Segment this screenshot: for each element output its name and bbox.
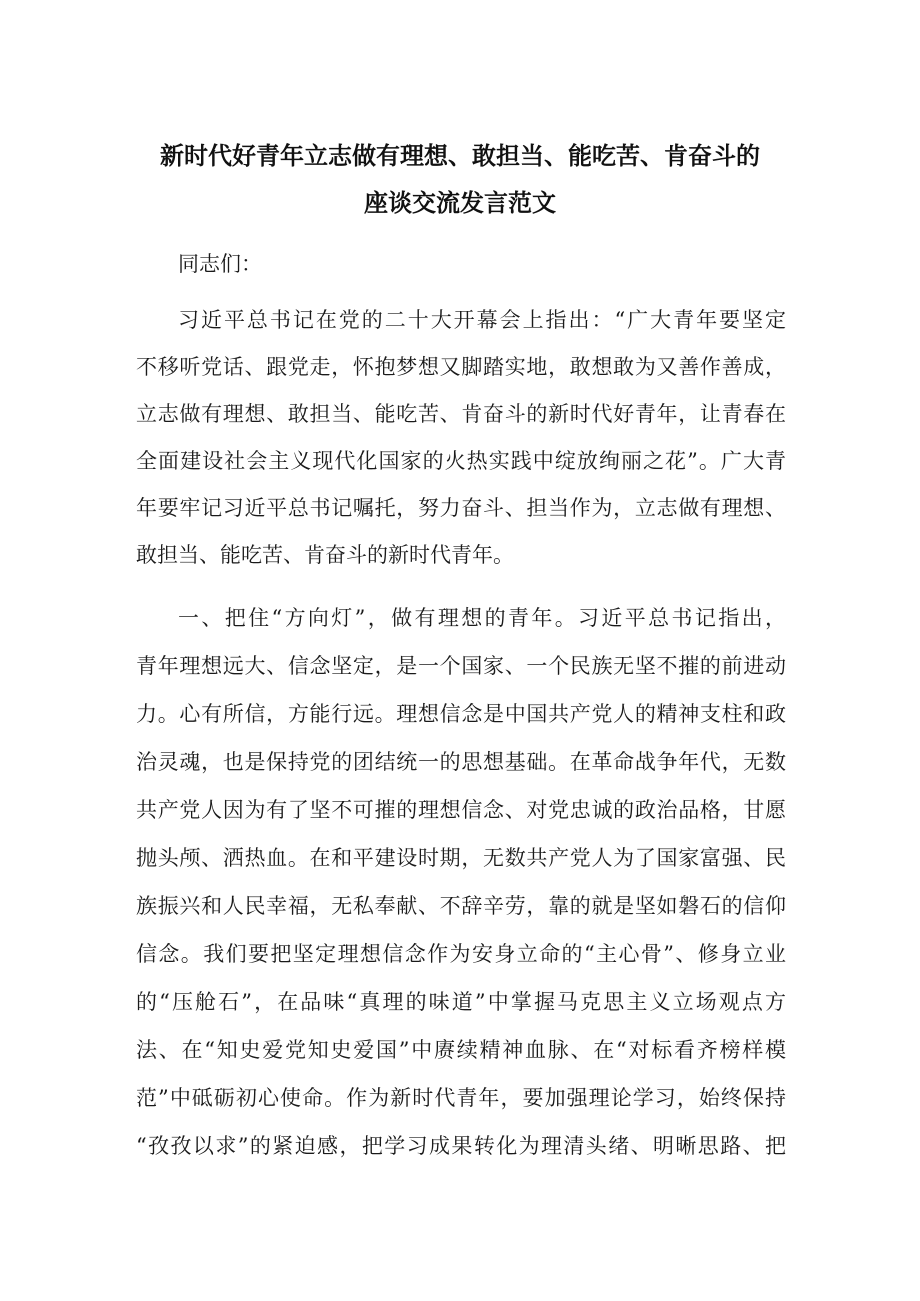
paragraph-2-line-5: 共产党人因为有了坚不可摧的理想信念、对党忠诚的政治品格，甘愿 <box>136 798 786 822</box>
paragraph-2-line-8: 信念。我们要把坚定理想信念作为安身立命的“主心骨”、修身立业 <box>136 942 786 966</box>
paragraph-1-line-6: 敢担当、能吃苦、肯奋斗的新时代青年。 <box>136 543 514 567</box>
paragraph-2-line-2: 青年理想远大、信念坚定，是一个国家、一个民族无坚不摧的前进动 <box>136 654 786 678</box>
document-title-line-1: 新时代好青年立志做有理想、敢担当、能吃苦、肯奋斗的 <box>160 142 760 170</box>
paragraph-1-line-4: 全面建设社会主义现代化国家的火热实践中绽放绚丽之花”。广大青 <box>136 449 786 473</box>
paragraph-2-line-11: 范”中砥砺初心使命。作为新时代青年，要加强理论学习，始终保持 <box>136 1086 786 1110</box>
paragraph-2-line-9: 的“压舱石”，在品味“真理的味道”中掌握马克思主义立场观点方 <box>136 990 786 1014</box>
paragraph-1-line-3: 立志做有理想、敢担当、能吃苦、肯奋斗的新时代好青年，让青春在 <box>136 402 786 426</box>
paragraph-2-line-6: 抛头颅、洒热血。在和平建设时期，无数共产党人为了国家富强、民 <box>136 846 786 870</box>
paragraph-1-line-1: 习近平总书记在党的二十大开幕会上指出：“广大青年要坚定 <box>178 308 786 332</box>
paragraph-1-line-5: 年要牢记习近平总书记嘱托，努力奋斗、担当作为，立志做有理想、 <box>136 496 786 520</box>
paragraph-1-line-2: 不移听党话、跟党走，怀抱梦想又脚踏实地，敢想敢为又善作善成， <box>136 355 786 379</box>
paragraph-2-line-12: “孜孜以求”的紧迫感，把学习成果转化为理清头绪、明晰思路、把 <box>136 1134 786 1158</box>
paragraph-2-line-4: 治灵魂，也是保持党的团结统一的思想基础。在革命战争年代，无数 <box>136 750 786 774</box>
paragraph-2-line-10: 法、在“知史爱党知史爱国”中赓续精神血脉、在“对标看齐榜样模 <box>136 1038 786 1062</box>
paragraph-2-line-3: 力。心有所信，方能行远。理想信念是中国共产党人的精神支柱和政 <box>136 702 786 726</box>
paragraph-2-line-1: 一、把住“方向灯”，做有理想的青年。习近平总书记指出， <box>178 606 786 630</box>
paragraph-2-line-7: 族振兴和人民幸福，无私奉献、不辞辛劳，靠的就是坚如磐石的信仰 <box>136 894 786 918</box>
greeting: 同志们： <box>178 252 262 276</box>
document-title-line-2: 座谈交流发言范文 <box>364 189 556 217</box>
